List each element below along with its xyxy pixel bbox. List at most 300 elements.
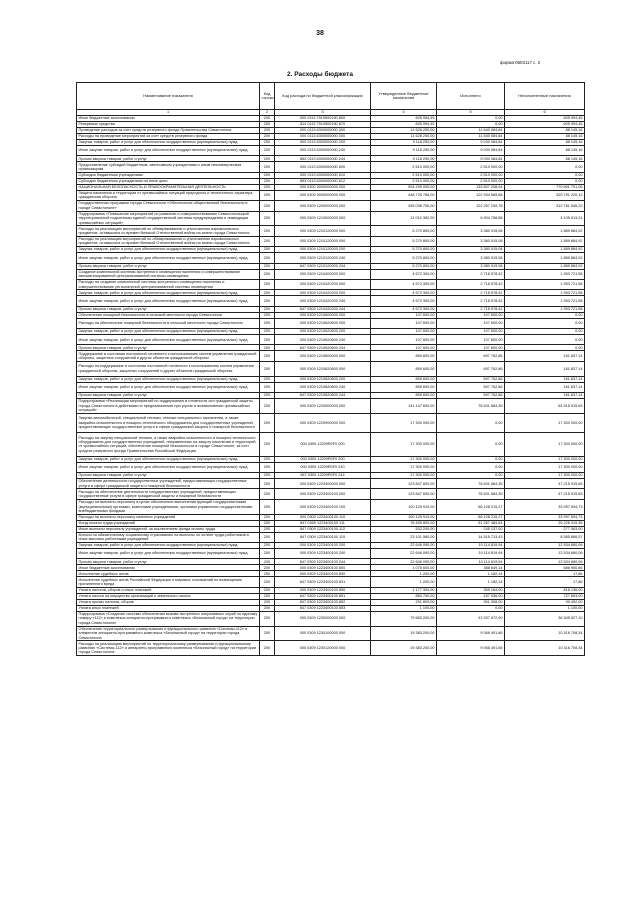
- row-name: Исполнение судебных актов Российской Федерации и мировых соглашений по возмещению причиненного вреда: [77, 577, 260, 587]
- table-row: [77, 296, 585, 306]
- row-kbk-code: 000 0309 1200000000 000: [275, 201, 371, 211]
- row-kbk-code: 847 0309 1210420200 244: [275, 306, 371, 312]
- row-unexecuted: 818 136,00: [505, 587, 585, 593]
- row-line-code: 200: [260, 122, 275, 128]
- row-executed: 9 066 491,66: [437, 626, 505, 641]
- row-line-code: 200: [260, 473, 275, 479]
- row-executed: 51 267 484,64: [437, 520, 505, 526]
- row-kbk-code: 000 0309 1223400100 240: [275, 549, 371, 559]
- row-kbk-code: 000 0113 6300000000 000: [275, 128, 371, 134]
- row-unexecuted: 17 300 000,00: [505, 456, 585, 462]
- row-kbk-code: 000 0309 1230000000 000: [275, 611, 371, 626]
- row-kbk-code: 000 0113 6300000000 240: [275, 146, 371, 156]
- row-line-code: 200: [260, 296, 275, 306]
- row-approved: 79 683 200,00: [371, 611, 437, 626]
- row-line-code: 200: [260, 577, 275, 587]
- row-unexecuted: 1 889 884,92: [505, 236, 585, 246]
- row-name: Закупка товаров, работ и услуг для обеспечения государственных (муниципальных) нужд: [77, 329, 260, 335]
- row-kbk-code: 000 0309 1223400100 100: [275, 499, 371, 514]
- row-line-code: 200: [260, 479, 275, 489]
- row-executed: 697 762,86: [437, 361, 505, 376]
- row-executed: 76 631 684,35: [437, 399, 505, 414]
- row-line-code: 200: [260, 559, 275, 565]
- table-row: [77, 479, 585, 489]
- table-row: [77, 611, 585, 626]
- row-unexecuted: 10 316 708,34: [505, 626, 585, 641]
- row-executed: 2 718 578,42: [437, 306, 505, 312]
- row-approved: 532 200,00: [371, 526, 437, 532]
- row-approved: 107 600,00: [371, 345, 437, 351]
- row-unexecuted: 17 300 000,00: [505, 473, 585, 479]
- row-kbk-code: 000 0309 1223400100 850: [275, 587, 371, 593]
- row-line-code: 200: [260, 413, 275, 432]
- table-row: [77, 549, 585, 559]
- row-kbk-code: 000 0309 1220900000 000: [275, 413, 371, 432]
- row-executed: 122 257 159,78: [437, 201, 505, 211]
- row-unexecuted: 4 105 613,01: [505, 211, 585, 226]
- row-unexecuted: 12 534 680,06: [505, 543, 585, 549]
- row-executed: 2 510 000,00: [437, 172, 505, 178]
- header-kbk: Код расхода по бюджетной классификации: [275, 83, 371, 110]
- row-approved: 2 510 000,00: [371, 162, 437, 172]
- column-number: 2: [260, 110, 275, 116]
- row-name: Закупка товаров, работ и услуг для обеспечения государственных (муниципальных) нужд: [77, 290, 260, 296]
- row-line-code: 200: [260, 146, 275, 156]
- row-unexecuted: 686 950,86: [505, 565, 585, 571]
- row-approved: 448 725 786,00: [371, 190, 437, 200]
- column-number: 4: [371, 110, 437, 116]
- row-unexecuted: 12 534 680,06: [505, 549, 585, 559]
- row-line-code: 200: [260, 520, 275, 526]
- row-executed: 107 600,00: [437, 345, 505, 351]
- row-approved: 859 600,00: [371, 361, 437, 376]
- row-kbk-code: 847 0309 1223400100 112: [275, 526, 371, 532]
- row-line-code: 200: [260, 376, 275, 382]
- row-name: Проведение расходов за счет средств резервного фонда Правительства Севастополя: [77, 128, 260, 134]
- table-row: [77, 433, 585, 457]
- row-kbk-code: 000 0113 6300000000 610: [275, 172, 371, 178]
- row-executed: 0,00: [437, 122, 505, 128]
- row-unexecuted: 0,00: [505, 329, 585, 335]
- row-unexecuted: 0,00: [505, 312, 585, 318]
- row-approved: 17 300 000,00: [371, 456, 437, 462]
- row-approved: 4 672 300,00: [371, 279, 437, 289]
- row-line-code: 200: [260, 605, 275, 611]
- row-approved: 123 847 600,00: [371, 479, 437, 489]
- row-executed: 10 114 819,94: [437, 549, 505, 559]
- row-approved: 22 646 090,00: [371, 543, 437, 549]
- row-approved: 19 383 200,00: [371, 641, 437, 656]
- table-row: [77, 351, 585, 361]
- expenses-table: [76, 82, 585, 656]
- row-unexecuted: 1 889 884,92: [505, 263, 585, 269]
- row-line-code: 200: [260, 247, 275, 253]
- row-executed: 2 718 578,42: [437, 296, 505, 306]
- row-executed: 157 036,00: [437, 593, 505, 599]
- row-line-code: 200: [260, 318, 275, 328]
- row-kbk-code: 000 0309 1210420200 240: [275, 296, 371, 306]
- row-name: Закупка товаров, работ и услуг для обеспечения государственных (муниципальных) нужд: [77, 247, 260, 253]
- table-row: [77, 318, 585, 328]
- row-executed: 697 762,86: [437, 382, 505, 392]
- row-name: Прочая закупка товаров, работ и услуг: [77, 263, 260, 269]
- row-unexecuted: 770 691 791,06: [505, 184, 585, 190]
- row-unexecuted: 88 145,16: [505, 146, 585, 156]
- row-approved: 11 628 250,00: [371, 128, 437, 134]
- row-approved: 17 300 000,00: [371, 473, 437, 479]
- row-executed: 107 600,00: [437, 335, 505, 345]
- row-name: Закупка товаров, работ и услуг для обеспечения государственных (муниципальных) нужд: [77, 456, 260, 462]
- row-approved: 17 300 000,00: [371, 433, 437, 457]
- row-kbk-code: 000 0113 7919500190 800: [275, 116, 371, 122]
- row-executed: 66 128 215,27: [437, 514, 505, 520]
- row-unexecuted: 727 663,00: [505, 593, 585, 599]
- row-name: Обеспечение деятельности государственных учреждений, предоставляющих государственные услуги в сфере гражданской защиты и пожарной безопасности: [77, 479, 260, 489]
- row-approved: 1 200,00: [371, 577, 437, 587]
- header-line-code: Код строки: [260, 83, 275, 110]
- row-line-code: 200: [260, 253, 275, 263]
- row-unexecuted: 161 837,14: [505, 393, 585, 399]
- row-kbk-code: 814 0113 7919500190 870: [275, 122, 371, 128]
- row-approved: 4 672 300,00: [371, 290, 437, 296]
- row-name: Подпрограмма «Повышение мероприятий по развитию и совершенствованию Севастопольской территориальной подсистемы единой государственной системы предупреждения и ликвидации чрезвычайных ситуаций»: [77, 211, 260, 226]
- row-executed: 43 337 672,90: [437, 611, 505, 626]
- row-kbk-code: 000 0309 1210600000 000: [275, 312, 371, 318]
- table-row: [77, 269, 585, 279]
- row-name: Расходы на реализацию мероприятий по территориальному развертыванию и функциональному развитию «Системы-112» и аппаратно-программного комплекса «Безопасный город» на территории города Севастополя: [77, 641, 260, 656]
- row-name: Государственная программа города Севастополя «Обеспечение общественной безопасности в городе Севастополе»: [77, 201, 260, 211]
- row-executed: 3 380 915,08: [437, 263, 505, 269]
- row-kbk-code: 000 0113 6300000000 200: [275, 140, 371, 146]
- row-approved: 17 300 000,00: [371, 413, 437, 432]
- row-executed: 9 066 491,66: [437, 641, 505, 656]
- row-kbk-code: 852 0113 6300000000 244: [275, 156, 371, 162]
- row-line-code: 200: [260, 641, 275, 656]
- row-unexecuted: 88 145,16: [505, 156, 585, 162]
- column-number: 3: [275, 110, 371, 116]
- row-name: Взносы по обязательному социальному страхованию на выплаты по оплате труда работников и иные выплаты работникам учреждений: [77, 532, 260, 542]
- row-executed: 9 030 084,84: [437, 146, 505, 156]
- row-name: Расходы на выплаты персоналу в целях обеспечения выполнения функций государственными (муниципальными) органами, казенными учреждениями, органами управления государственными внебюджетными фондами: [77, 499, 260, 514]
- row-approved: 22 646 090,00: [371, 549, 437, 559]
- table-row: [77, 226, 585, 236]
- row-name: Подпрограмма «Реализация мероприятий по поддержанию в готовности сил гражданской защиты города Севастополя в действиям по предназначению при угрозе и возникновении чрезвычайных ситуаций»: [77, 399, 260, 414]
- row-kbk-code: 000 0309 12209R0F0 200: [275, 456, 371, 462]
- row-line-code: 200: [260, 399, 275, 414]
- row-approved: 5 270 800,00: [371, 247, 437, 253]
- row-unexecuted: 161 837,14: [505, 351, 585, 361]
- row-executed: 0,00: [437, 456, 505, 462]
- row-approved: 2 510 000,00: [371, 172, 437, 178]
- row-line-code: 200: [260, 156, 275, 162]
- row-unexecuted: 17 300 000,00: [505, 462, 585, 472]
- row-kbk-code: 000 0309 1210820800 000: [275, 361, 371, 376]
- row-executed: 697 762,86: [437, 376, 505, 382]
- row-approved: 5 270 800,00: [371, 263, 437, 269]
- row-kbk-code: 847 0309 1223400100 831: [275, 577, 371, 587]
- row-unexecuted: 47 215 915,65: [505, 479, 585, 489]
- row-executed: 10 114 819,94: [437, 543, 505, 549]
- form-code: форма 0503117 с. 2: [500, 60, 541, 65]
- table-row: [77, 382, 585, 392]
- table-row: [77, 162, 585, 172]
- table-row: [77, 641, 585, 656]
- row-name: Предоставление субсидий бюджетным, автономным учреждениям и иным некоммерческим организациям: [77, 162, 260, 172]
- row-executed: 0,00: [437, 605, 505, 611]
- row-name: Расходы на проведение мероприятий за счет средств резервного фонда: [77, 134, 260, 140]
- row-line-code: 200: [260, 201, 275, 211]
- row-approved: 107 600,00: [371, 312, 437, 318]
- row-name: Расходы на закупку специальной техники, а также аварийно-спасательного и пожарно-технического оборудования для государственных учреждений, направленных на защиту населения и территорий от чрезвычайных ситуаций, обеспечение пожарной безопасности в городе Севастополе, за счет средств резервного фонда Правительства Российской Федерации: [77, 433, 260, 457]
- row-approved: 1 177 300,00: [371, 587, 437, 593]
- row-unexecuted: 277 063,00: [505, 526, 585, 532]
- row-approved: 4 672 300,00: [371, 296, 437, 306]
- row-line-code: 200: [260, 456, 275, 462]
- page-number: 38: [316, 30, 324, 37]
- row-unexecuted: 1 953 721,58: [505, 296, 585, 306]
- row-name: Обеспечение территориального развертывания и функционального развития «Системы-112» и элементов аппаратно-программного комплекса «Безопасный город» на территории города Севастополя: [77, 626, 260, 641]
- table-row: [77, 399, 585, 414]
- row-name: Уплата налогов, сборов и иных платежей: [77, 587, 260, 593]
- row-line-code: 200: [260, 433, 275, 457]
- row-executed: 107 600,00: [437, 329, 505, 335]
- row-approved: 2 510 000,00: [371, 178, 437, 184]
- row-line-code: 200: [260, 236, 275, 246]
- row-kbk-code: 000 0309 1210800000 000: [275, 351, 371, 361]
- row-line-code: 200: [260, 565, 275, 571]
- row-approved: 9 118 250,00: [371, 140, 437, 146]
- row-approved: 435 038 706,00: [371, 201, 437, 211]
- row-unexecuted: 17 300 000,00: [505, 433, 585, 457]
- row-executed: 0,00: [437, 473, 505, 479]
- row-executed: 3 380 915,08: [437, 253, 505, 263]
- row-approved: 1 075 600,00: [371, 565, 437, 571]
- row-name: Фонд оплаты труда учреждений: [77, 520, 260, 526]
- row-approved: 605 994,45: [371, 116, 437, 122]
- row-executed: 10 114 819,94: [437, 559, 505, 565]
- row-kbk-code: 000 0113 6300000000 600: [275, 162, 371, 172]
- row-line-code: 200: [260, 172, 275, 178]
- row-approved: 1 200,00: [371, 571, 437, 577]
- row-kbk-code: 847 0309 1223400100 851: [275, 593, 371, 599]
- row-approved: 107 600,00: [371, 335, 437, 345]
- row-executed: 76 631 684,35: [437, 489, 505, 499]
- row-line-code: 200: [260, 263, 275, 269]
- row-name: Уплата прочих налогов, сборов: [77, 599, 260, 605]
- row-name: Резервные средства: [77, 122, 260, 128]
- row-line-code: 200: [260, 335, 275, 345]
- row-unexecuted: 88 145,16: [505, 134, 585, 140]
- row-kbk-code: 000 0309 1210120000 240: [275, 253, 371, 263]
- row-unexecuted: 25 228 315,36: [505, 520, 585, 526]
- row-unexecuted: 33 997 694,73: [505, 499, 585, 514]
- row-line-code: 200: [260, 128, 275, 134]
- row-approved: 123 847 600,00: [371, 489, 437, 499]
- row-kbk-code: 000 0309 12209R0F0 240: [275, 462, 371, 472]
- row-name: Расходы на поддержание в состоянии постоянной готовности к использованию систем управления гражданской обороны, защитных сооружений и других объектов гражданской обороны: [77, 361, 260, 376]
- row-name: Уплата налога на имущество организаций и земельного налога: [77, 593, 260, 599]
- row-executed: 359 164,00: [437, 587, 505, 593]
- row-line-code: 200: [260, 211, 275, 226]
- row-executed: 6 904 788,88: [437, 211, 505, 226]
- row-kbk-code: 000 0309 1220000000 000: [275, 399, 371, 414]
- row-name: Иные закупки товаров, работ и услуг для обеспечения государственных (муниципальных) нужд: [77, 382, 260, 392]
- table-row: [77, 211, 585, 226]
- row-kbk-code: 000 0309 1210120000 000: [275, 236, 371, 246]
- row-approved: 859 600,00: [371, 351, 437, 361]
- row-approved: 5 270 800,00: [371, 253, 437, 263]
- table-body: [77, 116, 585, 656]
- row-kbk-code: 000 0309 1230120000 000: [275, 641, 371, 656]
- row-executed: 2 718 578,42: [437, 279, 505, 289]
- row-kbk-code: 000 0309 1210420200 200: [275, 290, 371, 296]
- row-approved: 22 646 090,00: [371, 559, 437, 565]
- row-executed: 0,00: [437, 116, 505, 122]
- table-row: [77, 462, 585, 472]
- row-kbk-code: 000 0309 1210820800 200: [275, 376, 371, 382]
- column-number: 6: [505, 110, 585, 116]
- row-unexecuted: 36 345 527,10: [505, 611, 585, 626]
- row-line-code: 200: [260, 116, 275, 122]
- row-name: Иные закупки товаров, работ и услуг для обеспечения государственных (муниципальных) нужд: [77, 253, 260, 263]
- row-line-code: 200: [260, 226, 275, 236]
- row-executed: 9 030 084,84: [437, 156, 505, 162]
- row-approved: 4 672 300,00: [371, 306, 437, 312]
- table-row: [77, 413, 585, 432]
- row-name: Прочая закупка товаров, работ и услуг: [77, 393, 260, 399]
- row-unexecuted: 0,00: [505, 335, 585, 345]
- row-approved: 5 270 800,00: [371, 226, 437, 236]
- row-executed: 122 934 565,88: [437, 190, 505, 200]
- row-executed: 3 380 915,08: [437, 247, 505, 253]
- row-executed: 2 718 578,42: [437, 290, 505, 296]
- table-row: [77, 146, 585, 156]
- row-kbk-code: 000 0113 6300000000 000: [275, 134, 371, 140]
- row-approved: 141 147 600,00: [371, 399, 437, 414]
- row-unexecuted: 1 100,00: [505, 605, 585, 611]
- row-executed: 66 128 215,27: [437, 499, 505, 514]
- row-executed: 2 510 000,00: [437, 178, 505, 184]
- row-name: Иные закупки товаров, работ и услуг для обеспечения государственных (муниципальных) нужд: [77, 146, 260, 156]
- row-name: Прочая закупка товаров, работ и услуг: [77, 306, 260, 312]
- row-kbk-code: 000 0309 1210620600 240: [275, 335, 371, 345]
- row-unexecuted: 1 953 721,58: [505, 279, 585, 289]
- row-executed: 11 540 084,84: [437, 134, 505, 140]
- row-name: Прочая закупка товаров, работ и услуг: [77, 345, 260, 351]
- row-unexecuted: 605 994,45: [505, 122, 585, 128]
- row-line-code: 200: [260, 290, 275, 296]
- row-approved: 107 600,00: [371, 329, 437, 335]
- row-name: Защита населения и территории от чрезвычайных ситуаций природного и техногенного характера, гражданская оборона: [77, 190, 260, 200]
- row-line-code: 200: [260, 532, 275, 542]
- row-kbk-code: 847 0309 1223400100 853: [275, 605, 371, 611]
- table-header-row: [77, 83, 585, 110]
- row-kbk-code: 847 0309 1210820800 244: [275, 393, 371, 399]
- table-row: [77, 489, 585, 499]
- row-name: Обеспечение пожарной безопасности в сельской местности города Севастополя: [77, 312, 260, 318]
- row-unexecuted: 0,00: [505, 178, 585, 184]
- row-line-code: 200: [260, 526, 275, 532]
- table-row: [77, 626, 585, 641]
- row-name: Расходы на обеспечение деятельности государственных учреждений, предоставляющих государственные услуги в сфере гражданской защиты и пожарной безопасности: [77, 489, 260, 499]
- row-line-code: 200: [260, 269, 275, 279]
- row-kbk-code: 000 0309 1223400100 000: [275, 489, 371, 499]
- table-row: [77, 190, 585, 200]
- row-unexecuted: 1 953 721,58: [505, 306, 585, 312]
- row-kbk-code: 000 0309 1230100000 000: [275, 626, 371, 641]
- row-line-code: 200: [260, 549, 275, 559]
- row-unexecuted: 1 953 721,58: [505, 269, 585, 279]
- row-name: Расходы на создание комплексной системы экстренного оповещения населения и совершенствование региональной централизованной системы оповещения: [77, 279, 260, 289]
- row-kbk-code: 847 0309 1223400100 111: [275, 520, 371, 526]
- row-line-code: 200: [260, 611, 275, 626]
- row-name: НАЦИОНАЛЬНАЯ БЕЗОПАСНОСТЬ И ПРАВООХРАНИТЕЛЬНАЯ ДЕЯТЕЛЬНОСТЬ: [77, 184, 260, 190]
- row-kbk-code: 000 0309 1223400100 830: [275, 571, 371, 577]
- column-number: 1: [77, 110, 260, 116]
- row-approved: 107 600,00: [371, 318, 437, 328]
- row-name: Поддержание в состоянии постоянной готовности к использованию систем управления гражданской обороны, защитных сооружений и других объектов гражданской обороны: [77, 351, 260, 361]
- row-unexecuted: 0,00: [505, 345, 585, 351]
- row-executed: 388 649,14: [437, 565, 505, 571]
- row-unexecuted: 0,00: [505, 162, 585, 172]
- row-line-code: 200: [260, 514, 275, 520]
- row-executed: 697 762,86: [437, 393, 505, 399]
- row-name: Субсидии бюджетным учреждениям: [77, 172, 260, 178]
- row-line-code: 200: [260, 393, 275, 399]
- row-name: Расходы на реализацию мероприятий по обезвреживанию и уничтожению взрывоопасных предметов, оставшихся со времен Великой Отечественной войны на земли города Севастополя: [77, 226, 260, 236]
- row-line-code: 200: [260, 361, 275, 376]
- row-unexecuted: 64 515 915,65: [505, 399, 585, 414]
- row-executed: 301 308,00: [437, 599, 505, 605]
- row-kbk-code: 000 0309 1210120000 000: [275, 226, 371, 236]
- row-executed: 3 380 915,08: [437, 236, 505, 246]
- row-approved: 884 700,00: [371, 593, 437, 599]
- row-kbk-code: 000 0309 1223400100 800: [275, 565, 371, 571]
- row-kbk-code: 000 0309 1210400000 000: [275, 269, 371, 279]
- row-unexecuted: 1 953 721,58: [505, 290, 585, 296]
- row-approved: 5 270 800,00: [371, 236, 437, 246]
- row-name: Иные выплаты персоналу учреждений, за исключением фонда оплаты труда: [77, 526, 260, 532]
- row-approved: 11 628 250,00: [371, 134, 437, 140]
- row-name: Прочая закупка товаров, работ и услуг: [77, 156, 260, 162]
- row-executed: 76 631 684,35: [437, 479, 505, 489]
- row-kbk-code: 000 0309 1210820800 240: [275, 382, 371, 392]
- column-number: 5: [437, 110, 505, 116]
- row-line-code: 200: [260, 571, 275, 577]
- row-unexecuted: 1 889 884,92: [505, 226, 585, 236]
- row-kbk-code: 847 0309 12209R0F0 244: [275, 473, 371, 479]
- row-approved: 859 600,00: [371, 376, 437, 382]
- row-unexecuted: 161 837,14: [505, 382, 585, 392]
- row-executed: 697 762,86: [437, 351, 505, 361]
- table-row: [77, 236, 585, 246]
- table-row: [77, 361, 585, 376]
- row-executed: 14 515 713,43: [437, 532, 505, 542]
- row-name: Расходы на обеспечение пожарной безопасности в сельской местности города Севастополя: [77, 318, 260, 328]
- row-name: Закупка товаров, работ и услуг для обеспечения государственных (муниципальных) нужд: [77, 376, 260, 382]
- row-line-code: 200: [260, 462, 275, 472]
- row-executed: 0,00: [437, 413, 505, 432]
- row-line-code: 200: [260, 593, 275, 599]
- row-executed: 1 182,14: [437, 577, 505, 587]
- row-name: Закупка товаров, работ и услуг для обеспечения государственных (муниципальных) нужд: [77, 140, 260, 146]
- row-line-code: 200: [260, 134, 275, 140]
- row-unexecuted: 0,00: [505, 172, 585, 178]
- row-approved: 1 100,00: [371, 605, 437, 611]
- row-line-code: 200: [260, 140, 275, 146]
- row-name: Иные бюджетные ассигнования: [77, 565, 260, 571]
- row-approved: 19 383 200,00: [371, 626, 437, 641]
